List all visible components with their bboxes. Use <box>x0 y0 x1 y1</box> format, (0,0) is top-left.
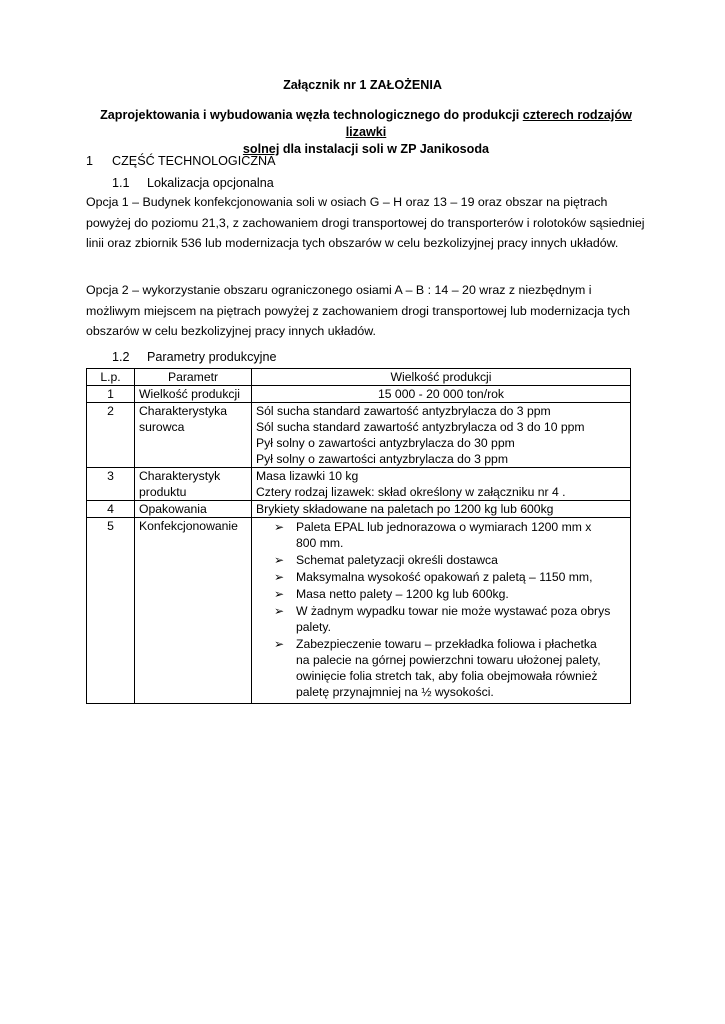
arrow-bullet-icon: ➢ <box>274 587 285 601</box>
row-value <box>252 403 631 468</box>
row-number: 3 <box>87 468 135 501</box>
row-parameter: Charakterystyka surowca <box>135 403 252 468</box>
section-1-1-heading: Lokalizacja opcjonalna <box>147 176 274 190</box>
section-1-number: 1 <box>86 154 94 168</box>
list-item-text: Schemat paletyzacji określi dostawca <box>296 553 498 567</box>
row-parameter: Konfekcjonowanie <box>135 518 252 704</box>
subtitle-underlined-2: solnej <box>242 142 280 156</box>
row-parameter: Opakowania <box>135 501 252 518</box>
value-line: Sól sucha standard zawartość antyzbrylacza do 3 ppm <box>256 404 551 418</box>
row-number: 1 <box>87 386 135 403</box>
arrow-bullet-icon: ➢ <box>274 520 285 534</box>
section-1-2-heading: Parametry produkcyjne <box>147 350 277 364</box>
row-parameter: Wielkość produkcji <box>135 386 252 403</box>
list-item-text: W żadnym wypadku towar nie może wystawać poza obrys palety. <box>296 604 611 634</box>
list-item <box>256 636 626 700</box>
arrow-bullet-icon: ➢ <box>274 637 285 651</box>
row-number: 2 <box>87 403 135 468</box>
table-row <box>87 386 631 403</box>
row-value: Brykiety składowane na paletach po 1200 kg lub 600kg <box>252 501 631 518</box>
subtitle-text-1: Zaprojektowania i wybudowania węzła technologicznego do produkcji <box>100 108 523 122</box>
table-row <box>87 468 631 501</box>
list-item-text: Maksymalna wysokość opakowań z paletą – 1150 mm, <box>296 570 593 584</box>
header-parameter: Parametr <box>135 369 252 386</box>
row-number: 5 <box>87 518 135 704</box>
list-item <box>256 603 626 635</box>
arrow-bullet-icon: ➢ <box>274 604 285 618</box>
row-number: 4 <box>87 501 135 518</box>
section-1-2-number: 1.2 <box>112 350 130 364</box>
header-lp: L.p. <box>87 369 135 386</box>
arrow-bullet-icon: ➢ <box>274 570 285 584</box>
section-1-1-number: 1.1 <box>112 176 130 190</box>
list-item-text: Masa netto palety – 1200 kg lub 600kg. <box>296 587 509 601</box>
list-item <box>256 552 626 568</box>
table-row <box>87 518 631 704</box>
list-item <box>256 586 626 602</box>
value-line: Pył solny o zawartości antyzbrylacza do 3 ppm <box>256 452 508 466</box>
arrow-bullet-icon: ➢ <box>274 553 285 567</box>
value-line: Masa lizawki 10 kg <box>256 469 359 483</box>
row-value <box>252 518 631 704</box>
list-item-text: Paleta EPAL lub jednorazowa o wymiarach 1200 mm x 800 mm. <box>296 520 592 550</box>
value-line: Pył solny o zawartości antyzbrylacza do 30 ppm <box>256 436 515 450</box>
document-subtitle <box>86 107 646 158</box>
table-header-row <box>87 369 631 386</box>
section-1-heading: CZĘŚĆ TECHNOLOGICZNA <box>112 154 276 168</box>
value-line: Sól sucha standard zawartość antyzbrylacza od 3 do 10 ppm <box>256 420 585 434</box>
list-item <box>256 569 626 585</box>
row-value: 15 000 - 20 000 ton/rok <box>252 386 631 403</box>
production-parameters-table <box>86 368 631 704</box>
option-1-paragraph: Opcja 1 – Budynek konfekcjonowania soli w osiach G – H oraz 13 – 19 oraz obszar na piętrach powyżej do poziomu 21,3, z zachowaniem drogi transportowej do transporterów i rolotoków sąsiedniej linii oraz zbiornik 536 lub modernizacja tych obszarów w celu bezkolizyjnej pracy innych układów. <box>86 195 645 250</box>
packaging-bullet-list <box>256 519 626 700</box>
option-2-paragraph: Opcja 2 – wykorzystanie obszaru ograniczonego osiami A – B : 14 – 20 wraz z niezbędnym i możliwym miejscem na piętrach powyżej z zachowaniem drogi transportowej lub modernizacja tych obszarów w celu bezkolizyjnej pracy innych układów. <box>86 283 631 338</box>
list-item <box>256 519 626 551</box>
list-item-text: Zabezpieczenie towaru – przekładka foliowa i płachetka na palecie na górnej powierzchni towaru ułożonej palety, owinięcie folia stretch tak, aby folia obejmowała również paletę przynajmniej na ½ wysokości. <box>296 637 601 699</box>
row-parameter: Charakterystyk produktu <box>135 468 252 501</box>
table-row <box>87 403 631 468</box>
row-value <box>252 468 631 501</box>
table-row <box>87 501 631 518</box>
value-line: Cztery rodzaj lizawek: skład określony w załączniku nr 4 . <box>256 485 566 499</box>
subtitle-underlined-1: czterech rodzajów lizawki <box>345 108 632 139</box>
subtitle-text-2: dla instalacji soli w ZP Janikosoda <box>279 142 490 156</box>
header-production-volume: Wielkość produkcji <box>252 369 631 386</box>
document-title: Załącznik nr 1 ZAŁOŻENIA <box>283 78 442 92</box>
